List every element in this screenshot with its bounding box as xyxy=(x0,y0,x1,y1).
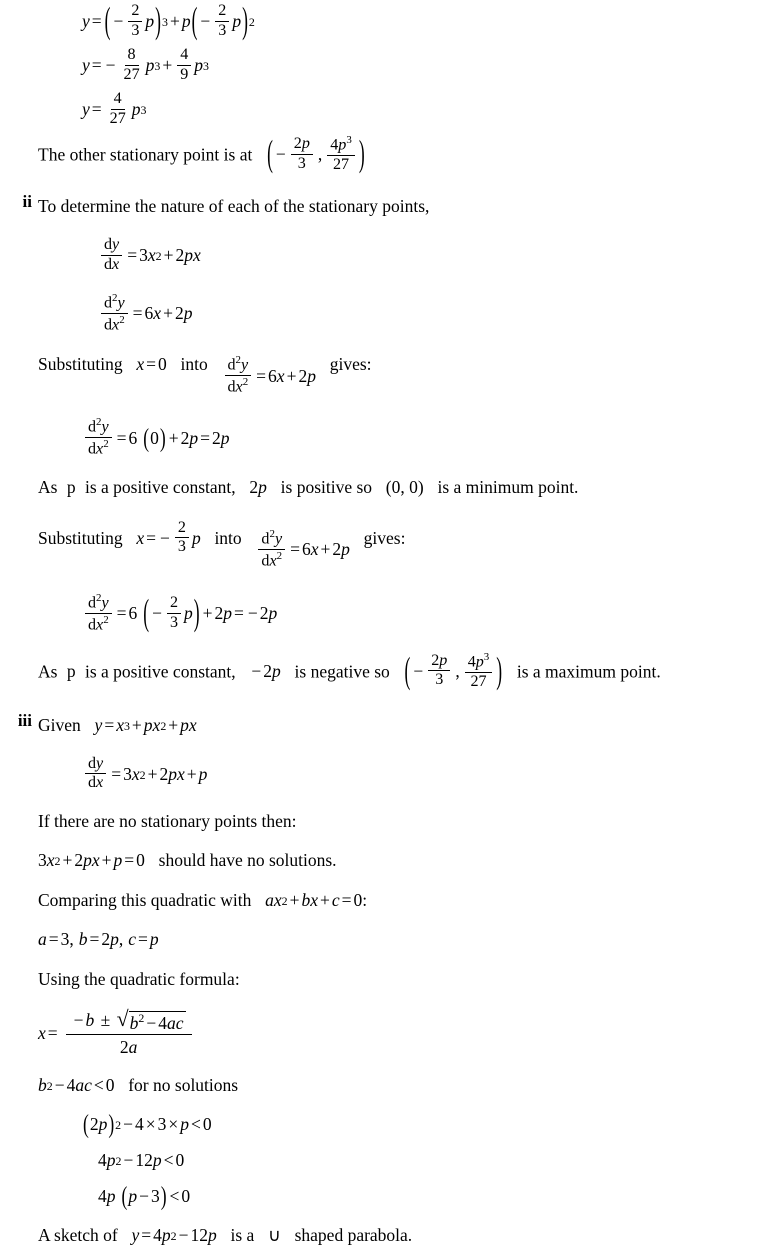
phrase-given: Given xyxy=(38,714,81,735)
symbol-p: p xyxy=(66,477,76,498)
lparen-icon: ( xyxy=(267,132,273,175)
block-body-ii xyxy=(38,192,770,695)
symbol-y: y xyxy=(82,11,90,32)
square-root-icon: √ $b^2 - 4ac$ xyxy=(116,1006,184,1033)
phrase-into: into xyxy=(180,354,208,375)
cup-symbol: ∪ xyxy=(268,1225,281,1246)
statement-determine-nature: To determine the nature of each of the stationary points, xyxy=(38,196,430,217)
equation-second-derivative-at-x2p3: $\frac{d^2y}{dx^2}$ = 6 ( − $\frac{2}{3}$ p ) + 2 p = − 2 p xyxy=(38,588,770,638)
phrase-maximum-point: is a maximum point. xyxy=(516,660,661,681)
symbol-p: p xyxy=(194,55,203,76)
phrase-shaped-parabola: shaped parabola. xyxy=(294,1225,413,1246)
symbol-p: p xyxy=(131,99,141,120)
lparen-icon: ( xyxy=(104,0,111,42)
solution-block-i-continued xyxy=(0,0,770,178)
statement-sketch-parabola: A sketch of y = 4 p 2 − 12 p is a ∪ shaped parabola. xyxy=(38,1221,770,1251)
statement-substituting-x0: Substituting x = 0 into $\frac{d^2y}{dx^2}$ = 6 x + 2 p gives: xyxy=(38,354,372,396)
phrase-comparing: Comparing this quadratic with xyxy=(38,889,252,910)
statement-discriminant-condition: b 2 − 4 a c < 0 for no solutions xyxy=(38,1071,770,1101)
phrase-minimum-point: is a minimum point. xyxy=(437,477,579,498)
block-body-iii xyxy=(38,711,770,1251)
symbol-plus: + xyxy=(169,11,180,32)
phrase-other-stationary: The other stationary point is at xyxy=(38,144,253,165)
symbol-plus-minus: ± xyxy=(100,1009,111,1030)
statement-maximum-point: As p is a positive constant, − 2 p is negative so ( − $\frac{2p}{3}$ , $\frac{4p^3}{27}$ ) is a maximum point. xyxy=(38,649,770,695)
exponent-three: 3 xyxy=(161,14,168,29)
solution-block-ii xyxy=(0,192,770,695)
lparen-icon: ( xyxy=(191,0,198,42)
phrase-is-positive-so: is positive so xyxy=(280,477,373,498)
rparen-icon: ) xyxy=(242,0,248,42)
fraction-4p3-over-27: $\frac{4p^3}{27}$ xyxy=(465,651,493,691)
fraction-2p-over-3: $\frac{2p}{3}$ xyxy=(291,135,313,173)
statement-minimum-point: As p is a positive constant, 2 p is positive so ( 0 , 0 ) is a minimum point. xyxy=(38,473,770,503)
rparen-icon: ) xyxy=(496,649,503,692)
lparen-icon: ( xyxy=(404,649,411,692)
equation-y-substituted xyxy=(38,0,770,44)
statement-using-quadratic-formula: Using the quadratic formula: xyxy=(38,969,240,990)
symbol-p-coefficient: p xyxy=(181,11,191,32)
fraction-four-ninths: $\frac{4}{9}$ xyxy=(177,46,191,84)
statement-comparing-quadratic: Comparing this quadratic with a x 2 + b x + c = 0 : xyxy=(38,889,368,910)
symbol-equals: = xyxy=(91,99,102,120)
fraction-d2y-dx2: $\frac{d^2y}{dx^2}$ xyxy=(101,292,128,335)
symbol-less-than: < xyxy=(93,1074,104,1095)
fraction-four-twentysevenths: $\frac{4}{27}$ xyxy=(109,90,126,127)
block-marker-iii: iii xyxy=(17,710,32,730)
phrase-positive-constant: is a positive constant, xyxy=(84,660,236,681)
symbol-comma: , xyxy=(317,144,323,165)
statement-no-stationary-points: If there are no stationary points then: xyxy=(38,810,297,831)
equation-discriminant-factorised: 4 p ( p − 3 ) < 0 xyxy=(38,1182,770,1212)
rparen-icon: ) xyxy=(155,0,161,42)
block-marker-ii: ii xyxy=(22,192,32,212)
rparen-icon: ) xyxy=(160,1180,167,1211)
fraction-d2y-dx2: $\frac{d^2y}{dx^2}$ xyxy=(85,592,112,635)
phrase-gives: gives: xyxy=(329,354,372,375)
statement-coefficients: a = 3 , b = 2 p , c = p xyxy=(38,929,159,950)
equation-y-expanded xyxy=(38,44,770,88)
statement-quadratic-no-solutions: 3 x 2 + 2 p x + p = 0 should have no solutions. xyxy=(38,850,337,871)
exponent-three: 3 xyxy=(140,102,147,117)
lparen-icon: ( xyxy=(83,1109,89,1139)
fraction-dy-dx: $\frac{dy}{dx}$ xyxy=(85,755,106,793)
phrase-as: As xyxy=(38,660,58,681)
phrase-positive-constant: is a positive constant, xyxy=(84,477,236,498)
equation-quadratic-formula: x = − b ± √ $b^2 - 4ac$ 2a xyxy=(38,1007,770,1061)
fraction-two-thirds: $\frac{2}{3}$ xyxy=(167,594,181,632)
symbol-plus: + xyxy=(162,55,173,76)
symbol-times: × xyxy=(168,1114,179,1135)
fraction-d2y-dx2: $\frac{d^2y}{dx^2}$ xyxy=(225,354,252,397)
equation-first-derivative-iii: $\frac{dy}{dx}$ = 3 x 2 + 2 p x + p xyxy=(38,749,770,797)
symbol-p: p xyxy=(145,11,155,32)
phrase-as: As xyxy=(38,477,58,498)
equation-first-derivative: $\frac{dy}{dx}$ = 3 x 2 + 2 p x xyxy=(38,230,770,278)
fraction-2p-over-3: $\frac{2p}{3}$ xyxy=(428,652,450,690)
fraction-two-thirds: $\frac{2}{3}$ xyxy=(215,2,229,40)
lparen-icon: ( xyxy=(143,422,150,453)
symbol-times: × xyxy=(145,1114,156,1135)
exponent-two: 2 xyxy=(248,14,255,29)
block-body xyxy=(38,0,770,178)
statement-substituting-x-2p3: Substituting x = − $\frac{2}{3}$ p into $\frac{d^2y}{dx^2}$ = 6 x + 2 p gives: xyxy=(38,518,406,569)
equation-discriminant-simplified: 4 p 2 − 12 p < 0 xyxy=(98,1150,185,1171)
rparen-icon: ) xyxy=(358,132,365,175)
symbol-p: p xyxy=(232,11,242,32)
fraction-d2y-dx2: $\frac{d^2y}{dx^2}$ xyxy=(85,416,112,459)
symbol-minus: − xyxy=(105,55,116,76)
phrase-gives: gives: xyxy=(363,527,406,548)
fraction-two-thirds: $\frac{2}{3}$ xyxy=(128,2,142,40)
phrase-is-a: is a xyxy=(230,1225,255,1246)
lparen-icon: ( xyxy=(121,1180,128,1211)
rparen-icon: ) xyxy=(417,477,424,498)
phrase-for-no-solutions: for no solutions xyxy=(128,1074,239,1095)
equation-second-derivative-at-zero: $\frac{d^2y}{dx^2}$ = 6 ( 0 ) + 2 p = 2 p xyxy=(38,413,770,463)
symbol-minus: − xyxy=(200,11,211,32)
equation-discriminant-expanded: ( 2 p ) 2 − 4 × 3 × p < 0 xyxy=(38,1110,770,1140)
symbol-plus: + xyxy=(163,245,174,266)
equation-second-derivative: $\frac{d^2y}{dx^2}$ = 6 x + 2 p xyxy=(38,288,770,338)
phrase-no-solutions: should have no solutions. xyxy=(158,850,337,871)
phrase-is-negative-so: is negative so xyxy=(294,660,390,681)
phrase-sketch-of: A sketch of xyxy=(38,1225,118,1246)
coefficient-three: 3 xyxy=(139,245,148,266)
symbol-equals: = xyxy=(91,55,102,76)
phrase-substituting: Substituting xyxy=(38,354,123,375)
exponent-three: 3 xyxy=(154,58,161,73)
symbol-y: y xyxy=(82,99,90,120)
statement-other-stationary-point xyxy=(38,132,770,178)
fraction-dy-dx: $\frac{dy}{dx}$ xyxy=(101,236,122,274)
lparen-icon: ( xyxy=(143,591,150,634)
fraction-d2y-dx2: $\frac{d^2y}{dx^2}$ xyxy=(258,528,285,571)
symbol-equals: = xyxy=(91,11,102,32)
phrase-substituting: Substituting xyxy=(38,527,123,548)
symbol-equals: = xyxy=(127,245,138,266)
phrase-into: into xyxy=(214,527,242,548)
fraction-quadratic-formula: − b ± √ $b^2 - 4ac$ 2a xyxy=(66,1009,192,1057)
exponent-three: 3 xyxy=(203,58,209,73)
symbol-minus: − xyxy=(275,144,286,165)
symbol-y: y xyxy=(82,55,90,76)
lparen-icon: ( xyxy=(385,477,392,498)
equation-y-simplified xyxy=(38,88,770,132)
statement-given-function: Given y = x 3 + p x 2 + p x xyxy=(38,714,197,735)
fraction-two-thirds: $\frac{2}{3}$ xyxy=(175,519,189,557)
rparen-icon: ) xyxy=(108,1109,115,1139)
solution-block-iii xyxy=(0,711,770,1251)
fraction-eight-twentysevenths: $\frac{8}{27}$ xyxy=(123,46,140,83)
fraction-4p3-over-27: $\frac{4p^3}{27}$ xyxy=(327,134,355,174)
symbol-p: p xyxy=(145,55,155,76)
symbol-minus: − xyxy=(113,11,124,32)
rparen-icon: ) xyxy=(193,591,200,634)
rparen-icon: ) xyxy=(159,422,166,453)
